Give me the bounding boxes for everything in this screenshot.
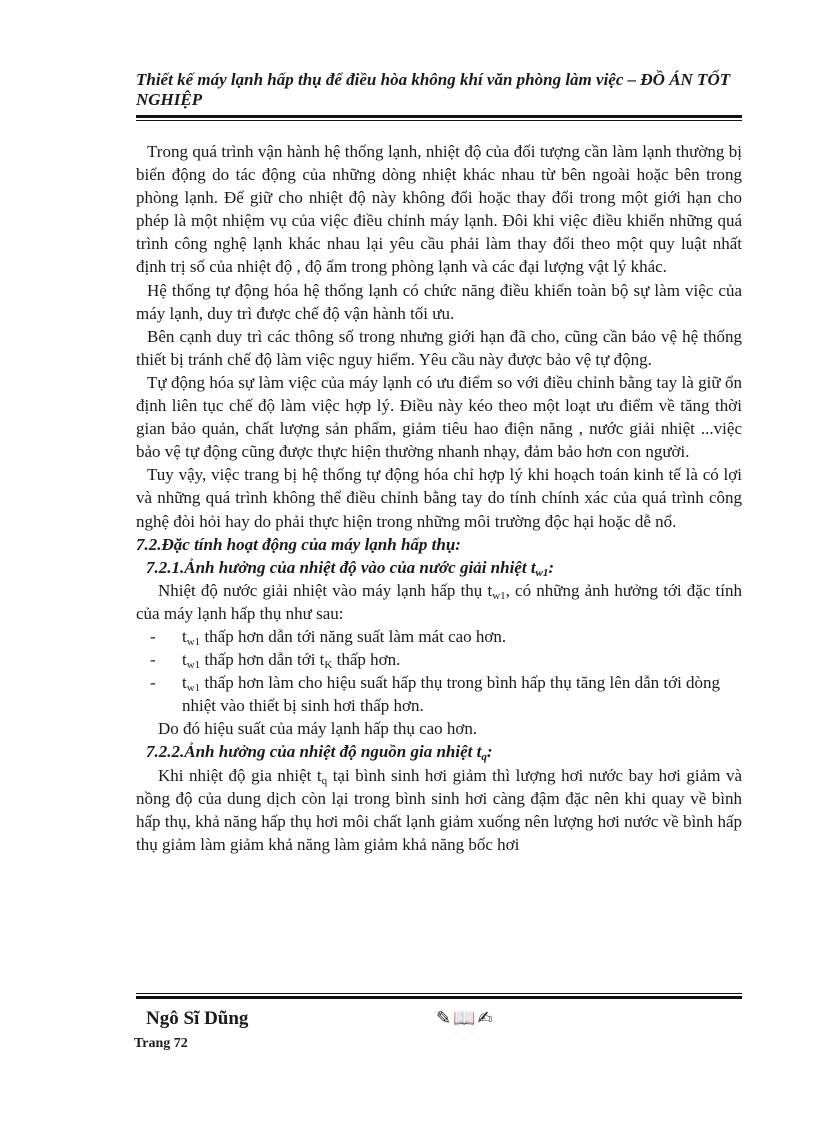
header-tag: – ĐỒ ÁN TỐT NGHIỆP <box>136 70 731 109</box>
subsection-heading-2: 7.2.2.Ảnh hưởng của nhiệt độ nguồn gia nhiệt $t_q$: <box>146 742 493 764</box>
section-heading: 7.2.Đặc tính hoạt động của máy lạnh hấp thụ: <box>136 534 461 554</box>
footer-rule-thick <box>136 996 742 999</box>
paragraph: Tuy vậy, việc trang bị hệ thống tự động hóa chỉ hợp lý khi hoạch toán kinh tế là có lợi và những quá trình không thể điều chỉnh bằng tay do tính chính xác của quá trình công nghệ đòi hỏi hay do phải thực hiện trong những môi trường độc hại hoặc dễ nổ. <box>136 465 742 531</box>
subsection-heading-1: 7.2.1.Ảnh hưởng của nhiệt độ vào của nước giải nhiệt $t_{w1}$: <box>146 557 555 579</box>
subsection-intro: Nhiệt độ nước giải nhiệt vào máy lạnh hấp thụ $t_{w1}$, có những ảnh hưởng tới đặc tính của máy lạnh hấp thụ như sau: <box>136 580 742 623</box>
page-header <box>136 70 742 110</box>
book-pen-icon: ✎📖✍ <box>436 1008 495 1029</box>
footer-rule-thin <box>136 993 742 994</box>
paragraph: Khi nhiệt độ gia nhiệt $t_q$ tại bình sinh hơi giảm thì lượng hơi nước bay hơi giảm và nồng độ của dung dịch còn lại trong bình sinh hơi càng đậm đặc nên khi quay về bình hấp thụ, khả năng hấp thụ hơi môi chất lạnh giảm xuống nên lượng hơi nước về bình hấp thụ giảm làm giảm khả năng làm giảm khả năng bốc hơi <box>136 765 742 854</box>
list-item: - $t_{w1}$ thấp hơn dẫn tới năng suất làm mát cao hơn. <box>150 626 507 648</box>
header-rule-thin <box>136 120 742 121</box>
page-number: Trang 72 <box>134 1036 188 1051</box>
list-item: - $t_{w1}$ thấp hơn dẫn tới $t_K$ thấp hơn. <box>150 650 401 672</box>
author-name: Ngô Sĩ Dũng <box>146 1008 249 1029</box>
paragraph: Tự động hóa sự làm việc của máy lạnh có ưu điểm so với điều chỉnh bằng tay là giữ ổn định liên tục chế độ làm việc hợp lý. Điều này kéo theo một loạt ưu điểm về tăng thời gian bảo quản, chất lượng sản phẩm, giảm tiêu hao điện năng , nước giải nhiệt ...việc bảo vệ tự động cũng được thực hiện thường nhanh nhạy, đảm bảo hơn con người. <box>136 372 742 462</box>
paragraph: Hệ thống tự động hóa hệ thống lạnh có chức năng điều khiển toàn bộ sự làm việc của máy lạnh, duy trì được chế độ vận hành tối ưu. <box>136 280 742 323</box>
list-item: - $t_{w1}$ thấp hơn làm cho hiệu suất hấp thụ trong bình hấp thụ tăng lên dẫn tới dòng nhiệt vào thiết bị sinh hơi thấp hơn. <box>150 673 721 716</box>
paragraph: Trong quá trình vận hành hệ thống lạnh, nhiệt độ của đối tượng cần làm lạnh thường bị biến động do tác động của những dòng nhiệt khác nhau từ bên ngoài hoặc bên trong phòng lạnh. Để giữ cho nhiệt độ này không đổi hoặc thay đổi trong một giới hạn cho phép là một nhiệm vụ của việc điều chỉnh máy lạnh. Đôi khi việc điều khiển những quá trình công nghệ lạnh khác nhau lại yêu cầu phải làm thay đổi theo một quy luật nhất định trị số của nhiệt độ , độ ẩm trong phòng lạnh và các đại lượng vật lý khác. <box>136 142 742 277</box>
header-title: Thiết kế máy lạnh hấp thụ để điều hòa không khí văn phòng làm việc <box>136 70 624 89</box>
conclusion: Do đó hiệu suất của máy lạnh hấp thụ cao hơn. <box>158 719 478 739</box>
header-rule-thick <box>136 115 742 118</box>
paragraph: Bên cạnh duy trì các thông số trong nhưng giới hạn đã cho, cũng cần bảo vệ hệ thống thiết bị tránh chế độ làm việc nguy hiểm. Yêu cầu này được bảo vệ tự động. <box>136 326 742 369</box>
page-body <box>136 140 742 856</box>
